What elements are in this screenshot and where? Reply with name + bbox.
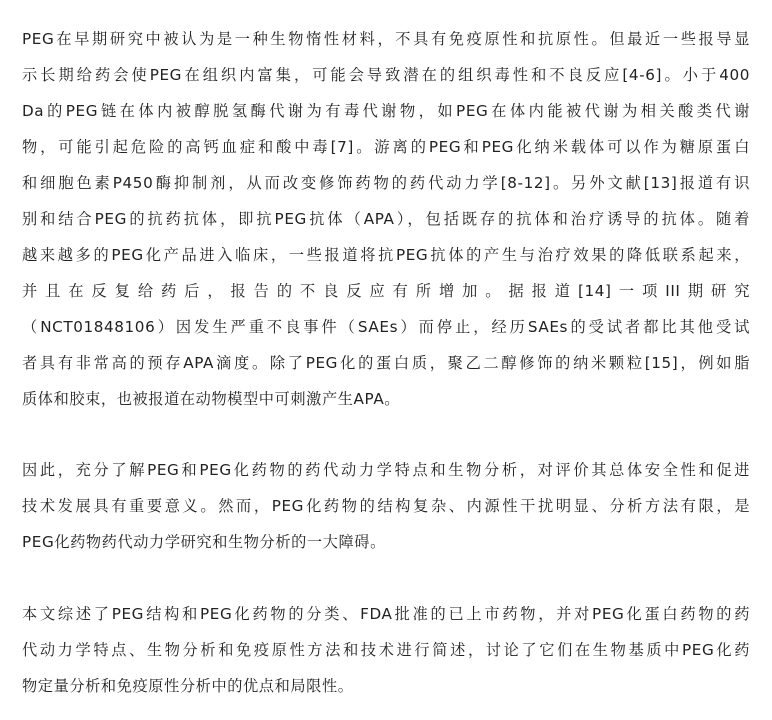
paragraph-line: 别和结合PEG的抗药抗体，即抗PEG抗体（APA），包括既存的抗体和治疗诱导的抗体。随着 [22,210,750,228]
paragraph-line: 物，可能引起危险的高钙血症和酸中毒[7]。游离的PEG和PEG化纳米载体可以作为糖原蛋白 [22,138,750,156]
paragraph-line: 并且在反复给药后，报告的不良反应有所增加。据报道[14]一项III期研究 [22,282,750,300]
paragraph-line: 本文综述了PEG结构和PEG化药物的分类、FDA批准的已上市药物，并对PEG化蛋白药物的药 [22,605,750,623]
paragraph-line: PEG在早期研究中被认为是一种生物惰性材料，不具有免疫原性和抗原性。但最近一些报导显 [22,30,750,48]
paragraph-line: 和细胞色素P450酶抑制剂，从而改变修饰药物的药代动力学[8-12]。另外文献[13]报道有识 [22,174,750,192]
paragraph-line: 物定量分析和免疫原性分析中的优点和局限性。 [22,677,354,695]
paragraph-line: 代动力学特点、生物分析和免疫原性方法和技术进行简述，讨论了它们在生物基质中PEG化药 [22,641,750,659]
paragraph-line: （NCT01848106）因发生严重不良事件（SAEs）而停止，经历SAEs的受试者都比其他受试 [22,318,750,336]
paragraph-line: PEG化药物药代动力学研究和生物分析的一大障碍。 [22,533,386,551]
paragraph-line: Da的PEG链在体内被醇脱氢酶代谢为有毒代谢物，如PEG在体内能被代谢为相关酸类代谢 [22,102,750,120]
paragraph-line: 越来越多的PEG化产品进入临床，一些报道将抗PEG抗体的产生与治疗效果的降低联系起来， [22,246,750,264]
paragraph-line: 技术发展具有重要意义。然而，PEG化药物的结构复杂、内源性干扰明显、分析方法有限，是 [22,497,750,515]
paragraph-line: 因此，充分了解PEG和PEG化药物的药代动力学特点和生物分析，对评价其总体安全性和促进 [22,461,750,479]
paragraph-line: 者具有非常高的预存APA滴度。除了PEG化的蛋白质，聚乙二醇修饰的纳米颗粒[15]，例如脂 [22,354,750,372]
paragraph-line: 示长期给药会使PEG在组织内富集，可能会导致潜在的组织毒性和不良反应[4-6]。小于400 [22,66,750,84]
paragraph-line: 质体和胶束，也被报道在动物模型中可刺激产生APA。 [22,390,401,408]
